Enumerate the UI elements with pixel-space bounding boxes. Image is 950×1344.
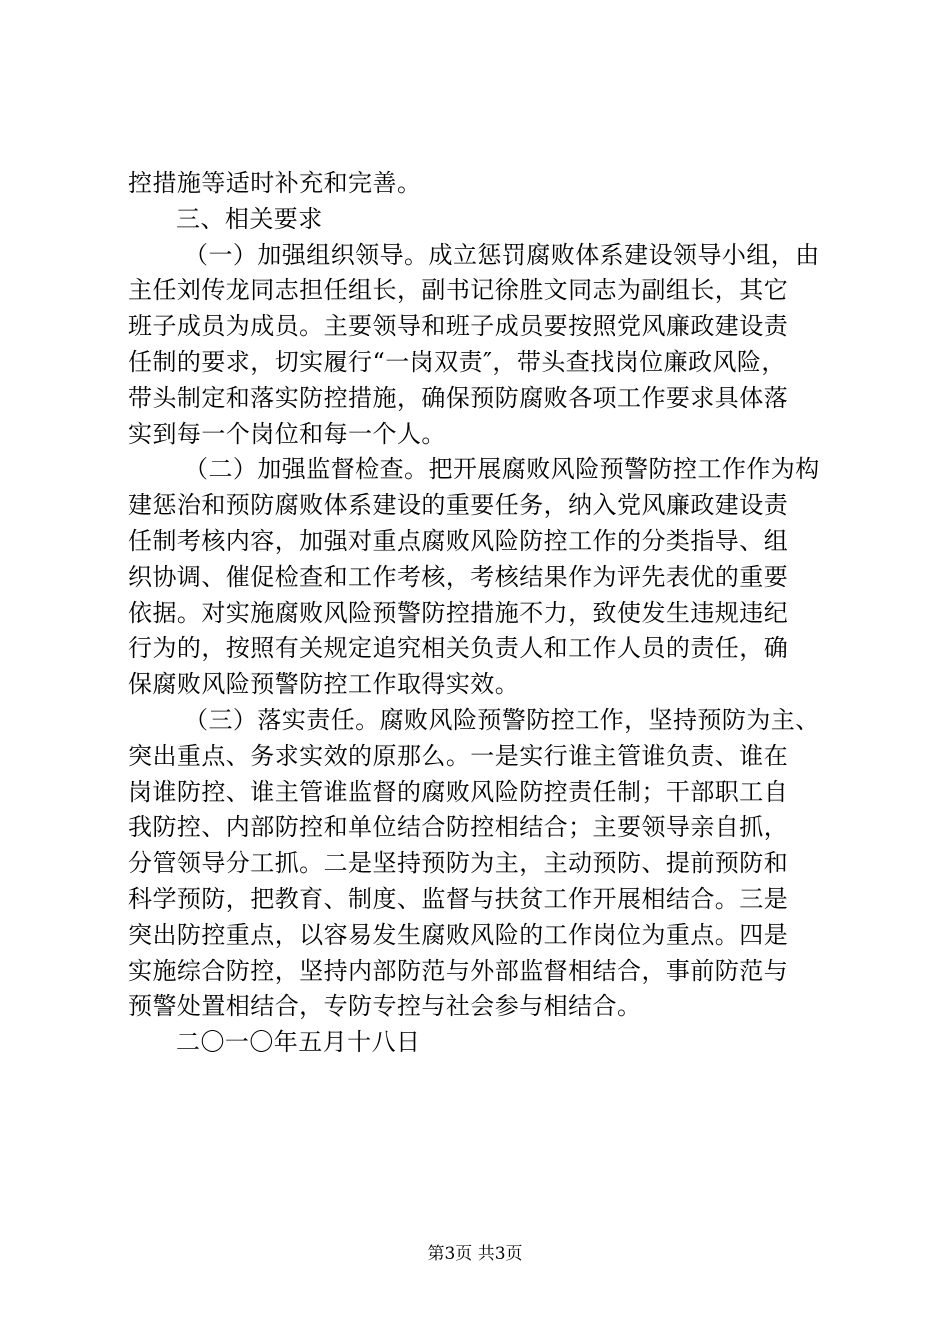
document-date: 二〇一〇年五月十八日 bbox=[176, 1028, 421, 1057]
text-line: 保腐败风险预警防控工作取得实效。 bbox=[128, 670, 520, 699]
text-line: 预警处置相结合，专防专控与社会参与相结合。 bbox=[128, 992, 642, 1021]
paragraph-start: （二）加强监督检查。把开展腐败风险预警防控工作作为构 bbox=[184, 455, 820, 484]
text-line: 我防控、内部防控和单位结合防控相结合；主要领导亲自抓， bbox=[128, 813, 789, 842]
paragraph-start: （三）落实责任。腐败风险预警防控工作，坚持预防为主、 bbox=[184, 705, 820, 734]
paragraph-start: （一）加强组织领导。成立惩罚腐败体系建设领导小组，由 bbox=[184, 240, 820, 269]
text-line: 岗谁防控、谁主管谁监督的腐败风险防控责任制；干部职工自 bbox=[128, 777, 789, 806]
text-line: 织协调、催促检查和工作考核，考核结果作为评先表优的重要 bbox=[128, 562, 789, 591]
text-line: 任制的要求，切实履行“一岗双责″，带头查找岗位廉政风险， bbox=[128, 347, 786, 376]
text-line: 主任刘传龙同志担任组长，副书记徐胜文同志为副组长，其它 bbox=[128, 276, 789, 305]
text-line: 实到每一个岗位和每一个人。 bbox=[128, 419, 446, 448]
text-line: 建惩治和预防腐败体系建设的重要任务，纳入党风廉政建设责 bbox=[128, 491, 789, 520]
text-line: 带头制定和落实防控措施，确保预防腐败各项工作要求具体落 bbox=[128, 383, 789, 412]
text-line: 突出防控重点，以容易发生腐败风险的工作岗位为重点。四是 bbox=[128, 920, 789, 949]
text-line: 班子成员为成员。主要领导和班子成员要按照党风廉政建设责 bbox=[128, 312, 789, 341]
text-line: 行为的，按照有关规定追究相关负责人和工作人员的责任，确 bbox=[128, 634, 789, 663]
text-line: 科学预防，把教育、制度、监督与扶贫工作开展相结合。三是 bbox=[128, 884, 789, 913]
text-line: 控措施等适时补充和完善。 bbox=[128, 169, 422, 197]
section-heading: 三、相关要求 bbox=[176, 204, 323, 233]
page-number-footer: 第3页 共3页 bbox=[427, 1244, 523, 1264]
document-body bbox=[128, 166, 832, 1061]
text-line: 分管领导分工抓。二是坚持预防为主，主动预防、提前预防和 bbox=[128, 849, 789, 878]
text-line: 依据。对实施腐败风险预警防控措施不力，致使发生违规违纪 bbox=[128, 598, 789, 627]
text-line: 任制考核内容，加强对重点腐败风险防控工作的分类指导、组 bbox=[128, 526, 789, 555]
text-line: 实施综合防控，坚持内部防范与外部监督相结合，事前防范与 bbox=[128, 956, 789, 985]
text-line: 突出重点、务求实效的原那么。一是实行谁主管谁负责、谁在 bbox=[128, 741, 789, 770]
